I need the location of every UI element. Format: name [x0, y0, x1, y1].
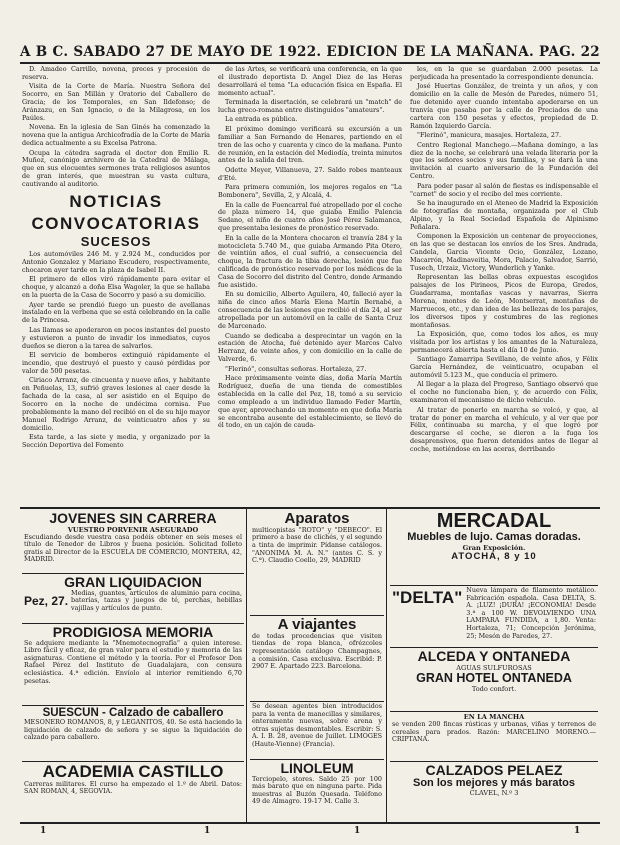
- register-mark: 1: [354, 826, 361, 836]
- paragraph: D. Amadeo Carrillo, novena, preces y procesión de reserva.: [22, 66, 210, 81]
- ad-body: Carreras militares. El curso ha empezado el 1.º de Abril. Datos: SAN ROMAN, 4, SEGOVIA.: [24, 779, 242, 796]
- paragraph: Odette Meyer, Villanueva, 27. Saldo robes manteaux d'Eté.: [218, 165, 402, 182]
- column-2: [218, 66, 402, 508]
- ad-title: ACADEMIA CASTILLO: [42, 762, 224, 781]
- paragraph: Novena. En la iglesia de San Ginés ha comenzado la novena que la antigua Archicofradía de la Corte de María dedica actualmente a su Excelsa Patrona.: [22, 123, 210, 148]
- ad-body: Terciopelo, stores. Saldo 25 por 100 más barato que en ninguna parte. Pida muestras al Buzón Quesada. Teléfono 49 de Almagro. 19-17 M. Calle 3.: [252, 774, 382, 806]
- page-header: A B C. SABADO 27 DE MAYO DE 1922. EDICION DE LA MAÑANA. PAG. 22: [20, 44, 600, 60]
- ad-body: multicopistas "ROTO" y "DEBECO". El primero a base de clichés, y el segundo a tinta de imprimir. Pídanse catálogos. "ANONIMA M. A. N." (antes C. S. y C.ª). Claudio Coello, 29, MADRID: [252, 525, 382, 565]
- section-heading-noticias: NOTICIAS: [69, 192, 163, 212]
- ad-agentes: [250, 702, 384, 760]
- ad-jovenes: [22, 510, 244, 574]
- paragraph: de las Artes, se verificará una conferencia, en la que el ilustrado deportista D. Angel Diez de las Heras desarrollará el tema "La educación física en España. El momento actual".: [218, 66, 402, 97]
- ad-address: CLAVEL, N.º 3: [469, 789, 519, 798]
- paragraph: Las llamas se apoderaron en pocos instantes del puesto y estuvieron a punto de invadir los inmediatos, cuyos dueños se dieron a la tarea de salvarlos.: [22, 325, 210, 350]
- paragraph: Al tratar de ponerlo en marcha se volcó, y que, al tratar de poner en marcha el vehículo, y al ver que por Félix, continuaba su marcha, y el que logró por descargarse el coche, se dieron a la fuga los desaprensivos, que fueron detenidos antes de llegar al coche, metiéndose en las aceras, derribando: [410, 405, 598, 454]
- ad-address: Pez, 27.: [24, 593, 69, 608]
- ad-title: MERCADAL: [436, 510, 552, 532]
- ad-address: ATOCHA, 8 y 10: [451, 550, 537, 562]
- paragraph: Al llegar a la plaza del Progreso, Santiago observó que el coche no funcionaba bien, y, de acuerdo con Félix, examinaron el mecanismo de dicho vehículo.: [410, 380, 598, 405]
- paragraph: Visita de la Corte de María. Nuestra Señora del Socorro, en San Millán y Oratorio del Caballero de Gracia; de los Temporales, en San Ildefonso; de Aránzazu, en San Ignacio, o de la Milagrosa, en los Paúles.: [22, 82, 210, 122]
- column-1: [22, 66, 210, 508]
- register-mark: 1: [40, 826, 47, 836]
- paragraph: Ayer tarde se prendió fuego un puesto de avellanas instalado en la verbena que se está celebrando en la calle de la Princesa.: [22, 300, 210, 325]
- paragraph: La entrada es pública.: [225, 115, 298, 124]
- ad-title: CALZADOS PELAEZ: [425, 762, 563, 778]
- ad-heading: EN LA MANCHA: [463, 713, 525, 721]
- ad-body: MESONERO ROMANOS, 8, y LEGANITOS, 40. Se está haciendo la liquidación de calzado de señora y se sigue la liquidación de calzado para caballero.: [24, 718, 242, 742]
- ads-top-rule: [20, 507, 600, 509]
- ad-body: Nueva lámpara de filamento metálico. Fabricación española. Casa DELTA, S. A. ¡LUZ! ¡DURA! ¡ECONOMIA! Desde 3.ª a 100 W. DEVOLVIENDO UNA LAMPARA FUNDIDA, a 1,80. Venta: Hortaleza, 71; Concepción Jerónima, 25; Mesón de Paredes, 27.: [466, 586, 596, 640]
- ad-aparatos: [250, 510, 384, 616]
- paragraph: les, en la que se guardaban 2.000 pesetas. La perjudicada ha presentado la correspondiente denuncia.: [410, 66, 598, 81]
- ad-body: de todas procedencias que visiten tiendas de ropa blanca, ofrézcoles representación catálogo Champagnes, a comisión. Casa exclusiva. Escribid: P. 2907 E. Apartado 223. Barcelona.: [252, 631, 382, 671]
- ads-divider-1: [246, 509, 247, 822]
- ad-tail: Todo confort.: [471, 684, 517, 693]
- paragraph: Componen la Exposición un centenar de proyecciones, en las que se destacan los envíos de los Sres. Andrada, Candela, Garcia Vicente Ocio, González, Lozano, Macarrón, Madinaveitia, Mora, Palacio, Salvador, Sarrió, Tusech, Urzaiz, Victory, Wunderlich y Yanke.: [410, 232, 598, 272]
- paragraph: Para primera comunión, los mejores regalos en "La Bombonera", Sevilla, 2, y Alcalá, 4.: [218, 183, 402, 200]
- paragraph: En la calle de Fuencarral fué atropellado por el coche de plaza número 14, que guiaba Emilio Palencia Sedano, el niño de cuatro años José Pérez Salamanca, que presentaba lesiones de pronóstico reservado.: [218, 200, 402, 233]
- paragraph: La Exposición, que, como todos los años, es muy visitada por los artistas y los amantes de la Naturaleza, permanecerá abierta hasta el día 10 de Junio.: [410, 330, 598, 354]
- ad-linoleum: [250, 760, 384, 822]
- ad-body: Se desean agentes bien introducidos para la venta de manecillas y similares, enteramente nuevas, sobre arena y otras sujetas desmontables. Escribir: S. A. I. B. 28, avenue de Juillet. LIMOGES (Haute-Vienne) (Francia).: [252, 702, 382, 748]
- ad-alceda-ontaneda: [390, 648, 598, 712]
- ad-title: GRAN LIQUIDACION: [64, 574, 202, 590]
- ad-gran-liquidacion: [22, 574, 244, 624]
- ad-title: A viajantes: [277, 616, 357, 633]
- column-3: [410, 66, 598, 508]
- ad-title: ALCEDA Y ONTANEDA: [417, 648, 571, 664]
- ads-bottom-rule: [20, 822, 600, 824]
- ad-academia-castillo: [22, 762, 244, 822]
- register-mark: 1: [204, 826, 211, 836]
- ad-subtitle: Muebles de lujo. Camas doradas.: [407, 531, 581, 543]
- header-rule: [20, 62, 600, 64]
- paragraph: El servicio de bomberos extinguió rápidamente el incendio, que destruyó el puesto y causó pérdidas por valor de 500 pesetas.: [22, 350, 210, 375]
- ad-en-la-mancha: [390, 712, 598, 762]
- ads-column-1: [22, 510, 244, 822]
- ad-title: JOVENES SIN CARRERA: [49, 510, 217, 526]
- ad-title-2: GRAN HOTEL ONTANEDA: [416, 670, 572, 685]
- ads-column-3: [390, 510, 598, 822]
- ad-calzados-pelaez: [390, 762, 598, 820]
- ad-title: PRODIGIOSA MEMORIA: [52, 624, 214, 640]
- ad-subtitle: VUESTRO PORVENIR ASEGURADO: [67, 525, 199, 534]
- paragraph: Terminada la disertación, se celebrará un "match" de lucha greco-romana entre distinguidos "amateurs".: [218, 98, 402, 115]
- paragraph: Ocupa la cátedra sagrada el doctor don Emilio R. Muñoz, canónigo archivero de la Catedral de Málaga, que en sus elocuentes sermones trata religiosos asuntos de gran interés, que muestran su vasta cultura, cautivando al auditorio.: [22, 148, 210, 189]
- paragraph: "Flerinó", manicura, masajes. Hortaleza, 27.: [417, 131, 562, 140]
- ad-title: "DELTA": [392, 588, 463, 607]
- paragraph: En la calle de la Montera chocaron el tranvía 284 y la motocicleta 5.740 M., que guiaba Armando Pita Otero, de veintiún años, el cual sufrió, a consecuencia del choque, la fractura de la tibia derecha, lesión que fue calificada de pronóstico reservado por los médicos de la Casa de Socorro del distrito del Centro, donde Armando fue asistido.: [218, 233, 402, 290]
- paragraph: El próximo domingo verificará su excursión a un familiar a San Fernando de Henares, partiendo en el tren de las ocho y cuarenta y cinco de la mañana. Punto de reunión, en la estación del Mediodía, treinta minutos antes de la salida del tren.: [218, 124, 402, 165]
- paragraph: Los automóviles 246 M. y 2.924 M., conducidos por Antonio Gonzalez y Mariano Escudero, respectivamente, chocaron ayer tarde en la plaza de Isabel II.: [22, 250, 210, 274]
- paragraph: Centro Regional Manchego.—Mañana domingo, a las diez de la noche, se celebrará una velada literaria por la que los señores socios y sus familias, y se dará la una invitación al cuarto aniversario de la Fundación del Centro.: [410, 140, 598, 181]
- ads-column-2: [250, 510, 384, 822]
- paragraph: El primero de ellos viró rápidamente para evitar el choque, y alcanzó a doña Elsa Wagoler, la que se hallaba en la puerta de la Casa de Socorro y pasó a su domicilio.: [22, 275, 210, 300]
- paragraph: José Huertas González, de treinta y un años, y con domicilio en la calle de Mesón de Paredes, número 51, fue detenido ayer cuando intentaba apoderarse en un tranvía que pasaba por la calle de Preciados de una cartera con 150 pesetas y efectos, propiedad de D. Ramón Izquierdo García.: [410, 82, 598, 130]
- section-heading-convocatorias: CONVOCATORIAS: [31, 214, 201, 234]
- paragraph: Santiago Zamarripa Sevillano, de veinte años, y Félix García Hernández, de veinticuatro, ocupaban el automóvil 5.123 M., que conducía el primero.: [410, 355, 598, 380]
- ad-suescun: [22, 706, 244, 762]
- ad-subtitle-2: Gran Exposición.: [462, 543, 526, 552]
- ad-body: Escudiando desde vuestra casa podéis obtener en seis meses el título de Tenedor de Libros y buena posición. Solicitad folleto gratis al Director de la ESCUELA DE COMERCIO, MONTERA, 42, MADRID.: [24, 532, 242, 564]
- paragraph: Cuando se dedicaba a desprecintar un vagón en la estación de Atocha, fué detenido ayer Marcos Calvo Herranz, de veinte años, y con domicilio en la calle de Valverde, 6.: [218, 331, 402, 364]
- ad-body: se venden 200 fincas rústicas y urbanas, viñas y terrenos de cereales para prados. Razón: MARCELINO MORENO.—CRIPTANA.: [392, 720, 596, 744]
- ad-viajantes: [250, 616, 384, 702]
- ad-body: Se adquiere mediante la "Mnemotecnografía" a quien interese. Libro fácil y eficaz, de gran valor para el estudio y memoria de las asignaturas. Contiene el método y la teoría. Por el Profesor Don Rafael Pérez del Instituto de Guadalajara, con censura eclesiástica. 4.ª edición. Envíolo al interior remitiendo 6,70 pesetas.: [24, 638, 242, 685]
- ad-delta: [390, 586, 598, 648]
- paragraph: Para poder pasar al salón de fiestas es indispensable el "carnet" de socio y el recibo del mes corriente.: [410, 181, 598, 198]
- ad-title: LINOLEUM: [280, 760, 354, 776]
- ad-title: Aparatos: [284, 510, 350, 527]
- ad-title: SUESCUN - Calzado de caballero: [42, 707, 224, 719]
- paragraph: "Flerinó", consultas señoras. Hortaleza, 27.: [225, 364, 367, 373]
- ad-subtitle: AGUAS SULFUROSAS: [456, 663, 532, 672]
- ad-subtitle: Son los mejores y más baratos: [412, 776, 575, 789]
- register-mark: 1: [574, 826, 581, 836]
- ad-mercadal: [390, 510, 598, 586]
- section-heading-sucesos: SUCESOS: [80, 234, 152, 250]
- paragraph: Representan las bellas obras expuestas escogidos paisajes de los Pirineos, Picos de Europa, Gredos, Guadarrama, montañas vascas y navarras, Sierra Morena, montes de León, Montserrat, montañas de Marruecos, etc., y dan idea de las bellezas de los parajes, los diversos tipos y costumbres de las regiones montañosas.: [410, 273, 598, 329]
- paragraph: En su domicilio, Alberto Aguilera, 40, falleció ayer la niña de cinco años María Elena Martín Bernabé, a consecuencia de las lesiones que recibió el día 24, al ser atropellada por un automóvil en la calle de Santa Cruz de Marcenado.: [218, 290, 402, 331]
- ad-prodigiosa-memoria: [22, 624, 244, 706]
- paragraph: Se ha inaugurado en el Ateneo de Madrid la Exposición de fotografías de montaña, organizada por el Club Alpino, y la Real Sociedad Española de Alpinismo Peñalara.: [410, 199, 598, 231]
- paragraph: Esta tarde, a las siete y media, y organizado por la Sección Deportiva del Fomento: [22, 433, 210, 449]
- ad-body: Medias, guantes, artículos de aluminio para cocina, baterías, tazas y juegos de té, perchas, hebillas vajillas y artículos de punto.: [71, 588, 242, 612]
- ads-divider-2: [386, 509, 387, 822]
- paragraph: Hace próximamente veinte días, doña María Martín Rodríguez, dueña de una tienda de comestibles establecida en la calle del Pez, 18, tomó a su servicio como empleado a un individuo llamado Feder Martín, que ayer, aprovechando un momento en que doña María se encontraba ausente del establecimiento, se llevó de él todo, en un cajón de cauda-: [218, 374, 402, 430]
- paragraph: Ciriaco Arranz, de cincuenta y nueve años, y habitante en Peñuelas, 13, sufrió graves lesiones al caer desde la fachada de la casa, al ser asistido en el Equipo de Socorro en la noche de undécima cornisa. Fue probablemente la mano del recibió en el de su hijo mayor Manuel Rodrigo Arranz, de veinticuatro años y su domicilio.: [22, 376, 210, 432]
